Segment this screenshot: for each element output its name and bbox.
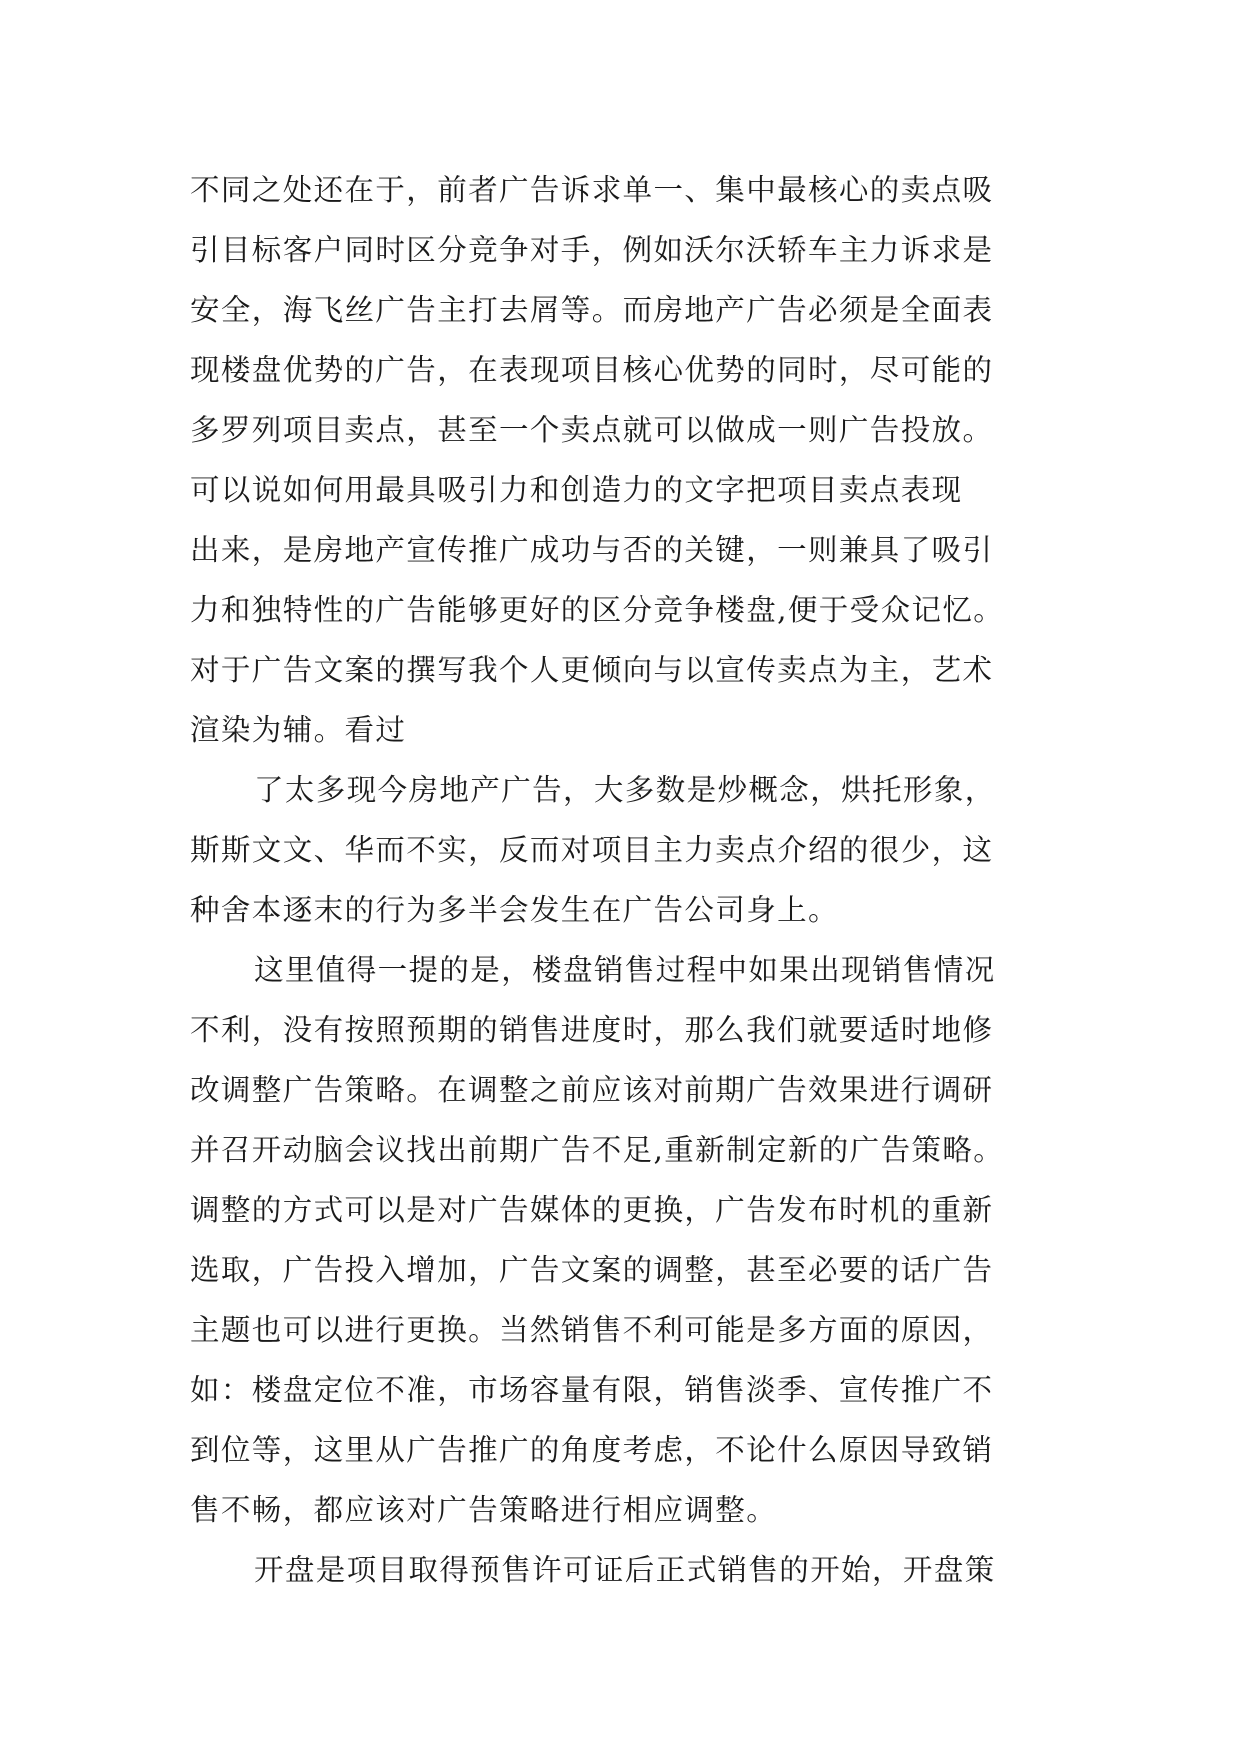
text-line: 不同之处还在于，前者广告诉求单一、集中最核心的卖点吸 xyxy=(190,173,994,207)
paragraph-start-line: 了太多现今房地产广告，大多数是炒概念，烘托形象， xyxy=(254,773,996,807)
text-line: 种舍本逐末的行为多半会发生在广告公司身上。 xyxy=(190,893,839,927)
text-line: 现楼盘优势的广告，在表现项目核心优势的同时，尽可能的 xyxy=(190,353,994,387)
text-line: 斯斯文文、华而不实，反而对项目主力卖点介绍的很少，这 xyxy=(190,833,994,867)
text-line: 力和独特性的广告能够更好的区分竞争楼盘,便于受众记忆。 xyxy=(190,593,1005,627)
paragraph-start-line: 这里值得一提的是，楼盘销售过程中如果出现销售情况 xyxy=(254,953,996,987)
body-text xyxy=(190,160,1070,1600)
text-line: 选取，广告投入增加，广告文案的调整，甚至必要的话广告 xyxy=(190,1253,994,1287)
text-line: 多罗列项目卖点，甚至一个卖点就可以做成一则广告投放。 xyxy=(190,413,994,447)
text-line: 主题也可以进行更换。当然销售不利可能是多方面的原因， xyxy=(190,1313,994,1347)
text-line: 引目标客户同时区分竞争对手，例如沃尔沃轿车主力诉求是 xyxy=(190,233,994,267)
text-line: 售不畅，都应该对广告策略进行相应调整。 xyxy=(190,1493,778,1527)
text-line: 改调整广告策略。在调整之前应该对前期广告效果进行调研 xyxy=(190,1073,994,1107)
paragraph-start-line: 开盘是项目取得预售许可证后正式销售的开始，开盘策 xyxy=(254,1553,996,1587)
text-line: 如：楼盘定位不准，市场容量有限，销售淡季、宣传推广不 xyxy=(190,1373,994,1407)
text-line: 对于广告文案的撰写我个人更倾向与以宣传卖点为主，艺术 xyxy=(190,653,994,687)
text-line: 到位等，这里从广告推广的角度考虑，不论什么原因导致销 xyxy=(190,1433,994,1467)
text-line: 可以说如何用最具吸引力和创造力的文字把项目卖点表现 xyxy=(190,473,963,507)
text-line: 渲染为辅。看过 xyxy=(190,713,407,747)
text-line: 不利，没有按照预期的销售进度时，那么我们就要适时地修 xyxy=(190,1013,994,1047)
text-line: 并召开动脑会议找出前期广告不足,重新制定新的广告策略。 xyxy=(190,1133,1005,1167)
text-line: 出来，是房地产宣传推广成功与否的关键，一则兼具了吸引 xyxy=(190,533,994,567)
text-line: 安全，海飞丝广告主打去屑等。而房地产广告必须是全面表 xyxy=(190,293,994,327)
text-line: 调整的方式可以是对广告媒体的更换，广告发布时机的重新 xyxy=(190,1193,994,1227)
